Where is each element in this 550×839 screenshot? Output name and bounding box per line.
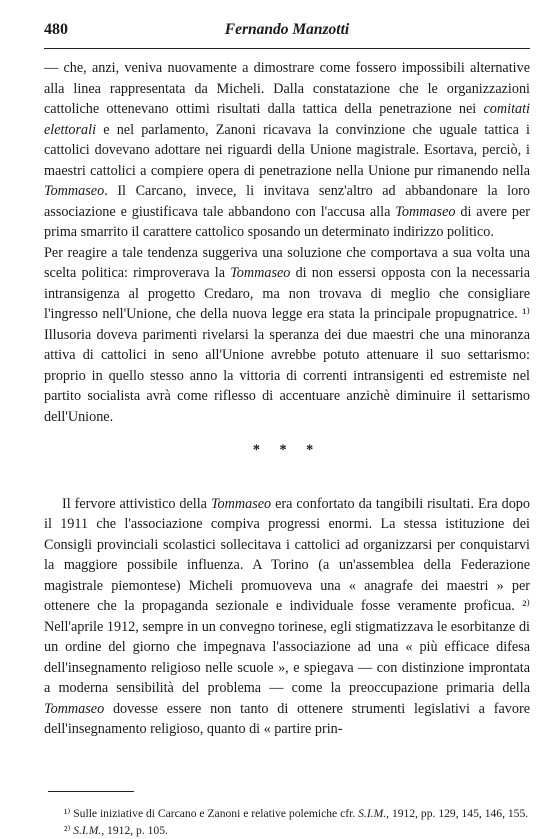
italic-text: Tommaseo — [44, 183, 105, 199]
text-run: era confortato da tangibili risultati. Era dopo il 1911 che l'associazione compiva progressi enormi. La stessa istituzione dei Consigli provinciali scolastici sollecitava i cattolici ad organizzarsi per conquistarvi la maggiore possibile influenza. A Torino (a un'assemblea della Federazione magistrale piemontese) Micheli promuoveva una « anagrafe dei maestri » per ottenere che la propaganda sezionale e individuale fosse veramente proficua. ²⁾ Nell'aprile 1912, sempre in un convegno torinese, egli stigmatizzava le esorbitanze di un ordine del giorno che impegnava l'associazione ad una « più efficace difesa dell'insegnamento religioso nelle scuole », e spiegava — con distinzione improntata a moderna sensibilità del problema — come la preoccupazione primaria della — [44, 495, 530, 696]
italic-text: Tommaseo — [395, 203, 456, 220]
running-head-author: Fernando Manzotti — [224, 21, 350, 38]
italic-text: S.I.M. — [358, 806, 387, 820]
text-run: e nel parlamento, Zanoni ricavava la convinzione che uguale tattica i cattolici dovevano adottare nei riguardi della Unione magistrale. Esortava, perciò, i maestri cattolici a compiere opera di penetrazione nella Unione pur rimanendo nella — [44, 121, 530, 179]
footnote-rule — [48, 791, 134, 792]
page-header — [44, 18, 530, 49]
italic-text: Tommaseo — [210, 495, 272, 512]
italic-text: S.I.M. — [73, 823, 102, 837]
book-page — [44, 18, 530, 839]
italic-text: comitati elettorali — [44, 101, 530, 138]
text-run: . Il Carcano, invece, li invitava senz'altro ad abbandonare la loro associazione e giustificava tale abbandono con l'accusa alla — [44, 183, 530, 220]
italic-text: Tommaseo — [230, 265, 291, 281]
body-text — [44, 58, 530, 740]
text-run: , 1912, pp. 129, 145, 146, 155. — [386, 806, 529, 820]
text-run: Per reagire a tale tendenza suggeriva una soluzione che comportava a sua volta una scelta politica: rimproverava la — [44, 244, 530, 281]
paragraph-text — [44, 243, 530, 428]
footnote-1 — [44, 805, 530, 822]
text-run: dovesse essere non tanto di ottenere strumenti legislativi a favore dell'insegnamento religioso, quanto di « partire prin- — [44, 700, 530, 737]
paragraph-2 — [44, 243, 530, 428]
italic-text: Tommaseo — [44, 700, 105, 717]
paragraph-text — [44, 58, 530, 243]
page-number: 480 — [44, 21, 68, 38]
paragraph-1 — [44, 58, 530, 243]
text-run: — che, anzi, veniva nuovamente a dimostrare come fossero impossibili alternative alla linea rappresentata da Micheli. Dalla constatazione che le organizzazioni cattoliche ottenevano ottimi risultati dalla tattica della penetrazione nei — [44, 60, 530, 117]
text-run: ²⁾ — [64, 823, 74, 837]
text-run: ¹⁾ Sulle iniziative di Carcano e Zanoni e relative polemiche cfr. — [64, 806, 359, 820]
text-run: , 1912, p. 105. — [101, 823, 168, 837]
text-run: di avere per prima smarrito il carattere cattolico sposando un determinato indirizzo politico. — [44, 203, 530, 240]
paragraph-text — [44, 494, 530, 740]
paragraph-3 — [44, 494, 530, 740]
footnote-2 — [44, 822, 530, 839]
text-run: di non essersi opposta con la necessaria intransigenza al progetto Credaro, ma non trovava di meglio che consigliare l'ingresso nell'Unione, che della nuova legge era stata la principale propugnatrice. ¹⁾ Illusoria doveva parimenti rivelarsi la speranza dei due maestri che una minoranza attiva di cattolici in seno all'Unione avrebbe potuto attenuare il suo settarismo: proprio in quello stesso anno la vittoria di correnti intransigenti ed estremiste nel partito socialista avrà come riflesso di accentuare anzichè diminuire il settarismo dell'Unione. — [44, 265, 530, 425]
text-run: Il fervore attivistico della — [62, 495, 211, 512]
section-separator: * * * — [252, 442, 322, 458]
